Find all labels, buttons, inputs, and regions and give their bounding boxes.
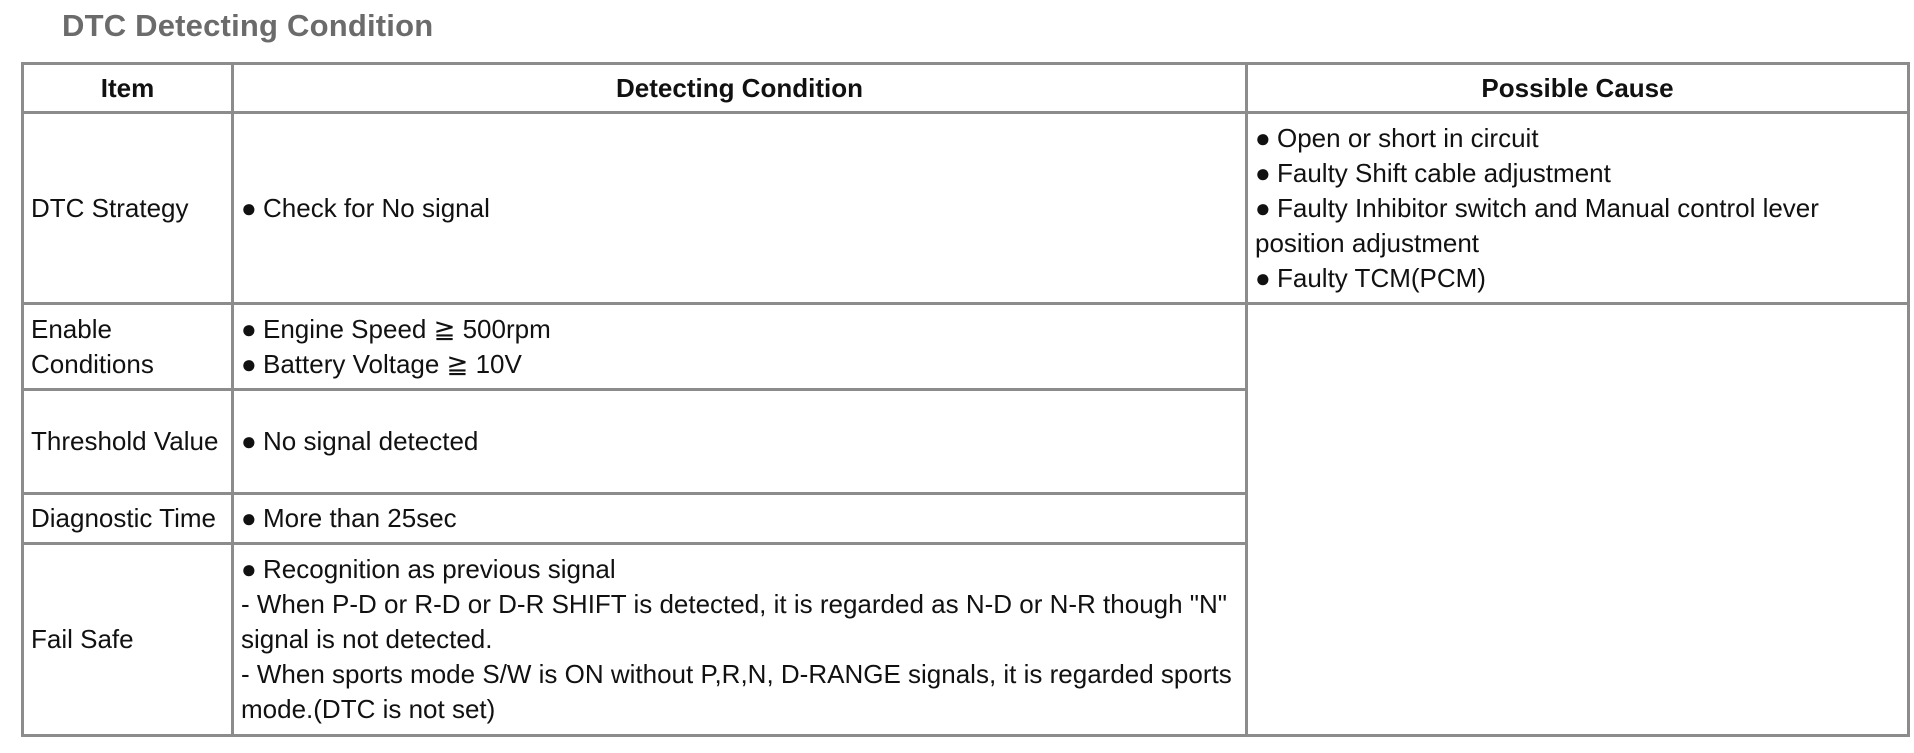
item-cell: Fail Safe bbox=[23, 544, 233, 736]
page-title: DTC Detecting Condition bbox=[62, 8, 434, 43]
condition-item: ● Battery Voltage ≧ 10V bbox=[241, 347, 1238, 382]
condition-item: ● No signal detected bbox=[241, 424, 1238, 459]
table-row bbox=[23, 304, 1909, 390]
condition-cell bbox=[233, 390, 1247, 494]
bullet-icon: ● bbox=[241, 426, 257, 456]
item-cell: Diagnostic Time bbox=[23, 494, 233, 544]
bullet-icon: ● bbox=[1255, 157, 1271, 188]
possible-cause-empty-cell bbox=[1247, 304, 1909, 736]
header-item: Item bbox=[23, 64, 233, 113]
bullet-icon: ● bbox=[241, 348, 257, 379]
condition-item: ● Engine Speed ≧ 500rpm bbox=[241, 312, 1238, 347]
condition-cell bbox=[233, 494, 1247, 544]
condition-cell bbox=[233, 304, 1247, 390]
fail-safe-note: - When sports mode S/W is ON without P,R,N, D-RANGE signals, it is regarded sports mode.(DTC is not set) bbox=[241, 659, 1232, 724]
bullet-icon: ● bbox=[1255, 262, 1271, 293]
condition-cell bbox=[233, 544, 1247, 736]
table-row bbox=[23, 113, 1909, 304]
cause-item: ● Faulty TCM(PCM) bbox=[1255, 261, 1900, 296]
item-cell: DTC Strategy bbox=[23, 113, 233, 304]
bullet-icon: ● bbox=[241, 313, 257, 344]
possible-cause-cell bbox=[1247, 113, 1909, 304]
item-cell: Enable Conditions bbox=[23, 304, 233, 390]
condition-item: ● More than 25sec bbox=[241, 501, 1238, 536]
cause-item: ● Faulty Inhibitor switch and Manual control lever position adjustment bbox=[1255, 192, 1819, 258]
cause-item: ● Faulty Shift cable adjustment bbox=[1255, 156, 1900, 191]
bullet-icon: ● bbox=[241, 554, 257, 584]
fail-safe-note: - When P-D or R-D or D-R SHIFT is detected, it is regarded as N-D or N-R though "N" signal is not detected. bbox=[241, 589, 1228, 654]
bullet-icon: ● bbox=[241, 503, 257, 533]
item-cell: Threshold Value bbox=[23, 390, 233, 494]
header-possible-cause: Possible Cause bbox=[1247, 64, 1909, 113]
bullet-icon: ● bbox=[1255, 122, 1271, 153]
condition-cell bbox=[233, 113, 1247, 304]
bullet-icon: ● bbox=[1255, 192, 1271, 223]
cause-item: ● Open or short in circuit bbox=[1255, 121, 1900, 156]
condition-item: ● Check for No signal bbox=[241, 191, 1238, 226]
bullet-icon: ● bbox=[241, 192, 257, 223]
header-detecting-condition: Detecting Condition bbox=[233, 64, 1247, 113]
condition-item: ● Recognition as previous signal bbox=[241, 552, 1238, 587]
dtc-table bbox=[21, 62, 1910, 737]
table-header-row bbox=[23, 64, 1909, 113]
